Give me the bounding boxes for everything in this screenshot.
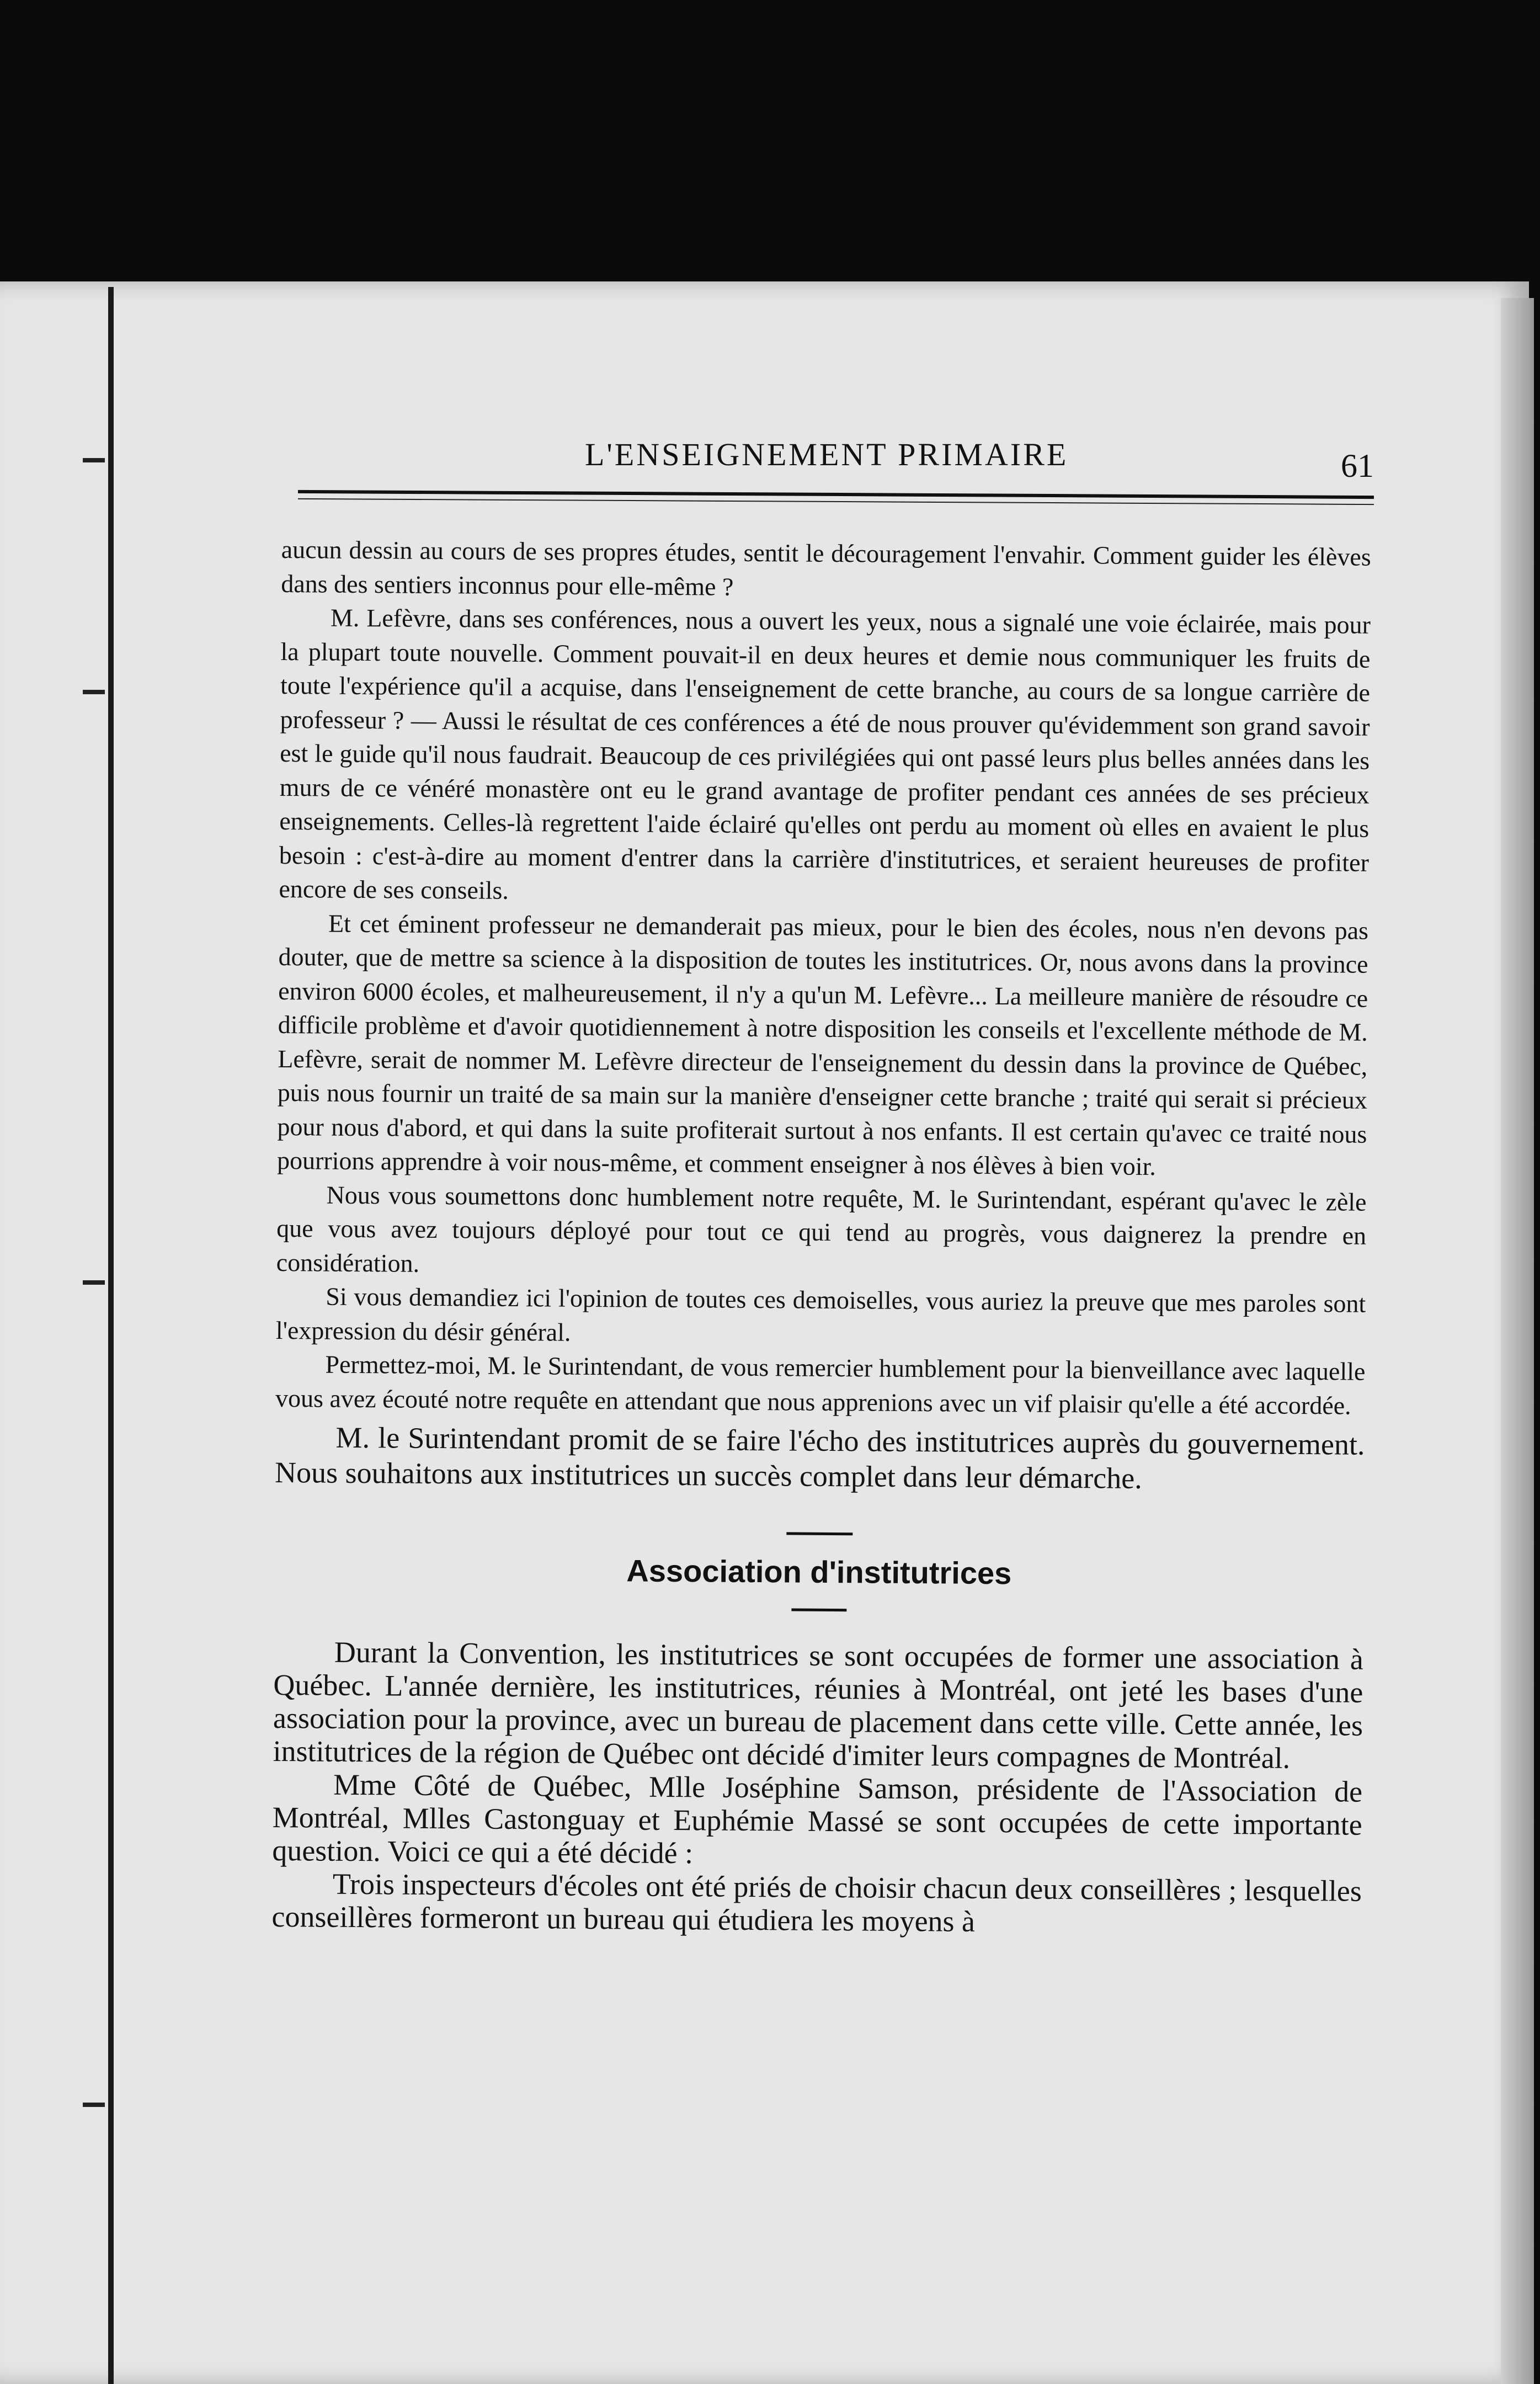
section-heading: Association d'institutrices: [626, 1553, 1012, 1591]
paragraph: M. Lefèvre, dans ses conférences, nous a ouvert les yeux, nous a signalé une voie éclairée, mais pour la plupart toute nouvelle. Comment pouvait-il en deux heures et demie nous communiquer les fruits de toute l'expérience qu'il a acquise, dans l'enseignement de cette branche, au cours de sa longue carrière de professeur ? — Aussi le résultat de ces conférences a été de nous prouver qu'évidemment son grand savoir est le guide qu'il nous faudrait. Beaucoup de ces privilégiées qui ont passé leurs plus belles années dans les murs de ce vénéré monastère ont eu le grand avantage de profiter pendant ces années de ses précieux enseignements. Celles-là regrettent l'aide éclairé qu'elles ont perdu au moment où elles en avaient le plus besoin : c'est-à-dire au moment d'entrer dans la carrière d'institutrices, et seraient heureuses de profiter encore de ses conseils.: [279, 603, 1371, 904]
page-number: 61: [1341, 448, 1374, 484]
paragraph: Si vous demandiez ici l'opinion de toutes ces demoiselles, vous auriez la preuve que mes paroles sont l'expression du désir général.: [275, 1282, 1366, 1347]
paragraph: Durant la Convention, les institutrices se sont occupées de former une association à Québec. L'année dernière, les institutrices, réunies à Montréal, ont jeté les bases d'une association pour la province, avec un bureau de placement dans cette ville. Cette année, les institutrices de la région de Québec ont décidé d'imiter leurs compagnes de Montréal.: [273, 1635, 1364, 1775]
letter-text: [275, 533, 1371, 1423]
binding-mark: [83, 458, 105, 462]
binding-mark: [83, 1280, 105, 1285]
paragraph: aucun dessin au cours de ses propres études, sentit le découragement l'envahir. Comment guider les élèves dans des sentiers inconnus pour elle-même ?: [281, 535, 1371, 601]
section-divider: [791, 1608, 846, 1611]
page-body: [271, 533, 1371, 1941]
paragraph: Et cet éminent professeur ne demanderait pas mieux, pour le bien des écoles, nous n'en devons pas douter, que de mettre sa science à la disposition de toutes les institutrices. Or, nous avons dans la province environ 6000 écoles, et malheureusement, il n'y a qu'un M. Lefèvre... La meilleure manière de résoudre ce difficile problème et d'avoir quotidiennement à notre disposition les conseils et l'excellente méthode de M. Lefèvre, serait de nommer M. Lefèvre directeur de l'enseignement du dessin dans la province de Québec, puis nous fournir un traité de sa main sur la manière d'enseigner cette branche ; traité qui serait si précieux pour nous d'abord, et qui dans la suite profiterait surtout à nos enfants. Il est certain qu'avec ce traité nous pourrions apprendre à voir nous-même, et comment enseigner à nos élèves à bien voir.: [276, 909, 1369, 1181]
paragraph: Mme Côté de Québec, Mlle Joséphine Samson, présidente de l'Association de Montréal, Mlles Castonguay et Euphémie Massé se sont occupées de cette importante question. Voici ce qui a été décidé :: [272, 1768, 1363, 1870]
section-text: [271, 1635, 1363, 1941]
closing-paragraph: M. le Surintendant promit de se faire l'écho des institutrices auprès du gouvernement. Nous souhaitons aux institutrices un succès complet dans leur démarche.: [274, 1420, 1365, 1495]
paragraph: Permettez-moi, M. le Surintendant, de vous remercier humblement pour la bienveillance avec laquelle vous avez écouté notre requête en attendant que nous apprenions avec un vif plaisir qu'elle a été accordée.: [275, 1350, 1366, 1420]
page-header: [298, 436, 1402, 486]
section-divider: [786, 1532, 852, 1535]
binding-shadow: [108, 287, 114, 2384]
paragraph: Nous vous soumettons donc humblement notre requête, M. le Surintendant, espérant qu'avec le zèle que vous avez toujours déployé pour tout ce qui tend au progrès, vous daignerez la prendre en considération.: [276, 1180, 1367, 1278]
paragraph: Trois inspecteurs d'écoles ont été priés de choisir chacun deux conseillères ; lesquelles conseillères formeront un bureau qui étudiera les moyens à: [271, 1867, 1362, 1938]
page-edge: [1501, 298, 1534, 2384]
running-title: L'ENSEIGNEMENT PRIMAIRE: [585, 437, 1069, 472]
binding-mark: [83, 690, 105, 694]
binding-mark: [83, 2103, 105, 2107]
